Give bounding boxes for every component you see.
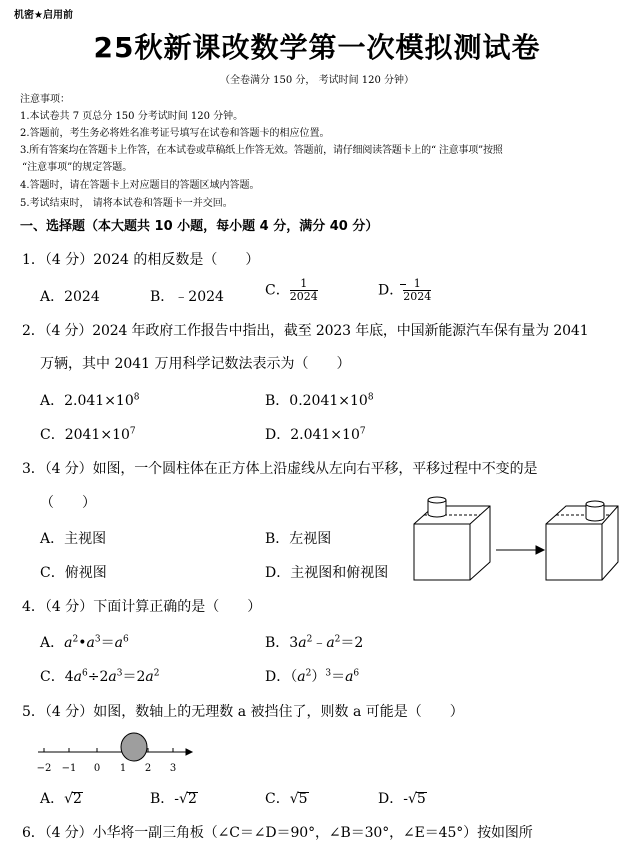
note-item: 4.答题时，请在答题卡上对应题目的答题区域内答题。: [20, 180, 260, 191]
q1-option-c: C． $\frac{1}{2024}$: [265, 277, 318, 303]
secret-label: 机密★启用前: [14, 10, 73, 21]
exam-subtitle: （全卷满分 150 分， 考试时间 120 分钟）: [219, 75, 415, 86]
question-4-stem: 4．（4 分）下面计算正确的是（ ）: [22, 599, 262, 615]
question-5-stem: 5．（4 分）如图，数轴上的无理数 a 被挡住了，则数 a 可能是（ ）: [22, 704, 464, 720]
q3-option-d: D．主视图和俯视图: [265, 565, 389, 581]
question-3-stem: 3．（4 分）如图，一个圆柱体在正方体上沿虚线从左向右平移，平移过程中不变的是: [22, 461, 538, 477]
note-item: 3.所有答案均在答题卡上作答，在本试卷或草稿纸上作答无效。答题前，请仔细阅读答题卡上的“ 注意事项”按照: [20, 145, 503, 156]
q5-option-a: A．√2: [40, 791, 82, 807]
tick-label: 1: [119, 763, 127, 774]
question-6-stem: 6．（4 分）小华将一副三角板（∠C＝∠D＝90°，∠B＝30°，∠E＝45°）按如图所: [22, 825, 533, 841]
q1-option-a: A．2024: [40, 289, 100, 305]
q2-option-c: C．$2041\times 10^7$: [40, 426, 136, 443]
question-2-stem-cont: 万辆，其中 2041 万用科学记数法表示为（ ）: [40, 356, 351, 372]
left-cube-back-edges: [414, 506, 490, 580]
q1-d-minus-sign: [400, 284, 406, 285]
note-item: “注意事项”的规定答题。: [22, 162, 133, 173]
notes-heading: 注意事项：: [20, 94, 70, 105]
number-line-arrow: [186, 749, 192, 755]
question-1-stem: 1．（4 分）2024 的相反数是（ ）: [22, 252, 260, 268]
q3-option-a: A．主视图: [40, 531, 107, 547]
q4-option-c: C．$4a^6\div 2a^3=2a^2$: [40, 668, 160, 685]
q5-option-d: D．-√5: [378, 791, 426, 807]
q4-option-d: D．$(a^2)^3=a^6$: [265, 668, 360, 685]
note-item: 1.本试卷共 7 页总分 150 分考试时间 120 分钟。: [20, 111, 244, 122]
q4-option-a: A．$a^2•a^3=a^6$: [40, 634, 129, 651]
question-2-stem: 2．（4 分）2024 年政府工作报告中指出，截至 2023 年底，中国新能源汽车保有量为 2041: [22, 323, 589, 339]
q5-number-line-figure: [34, 730, 198, 776]
q5-option-b: B．-√2: [150, 791, 197, 807]
q2-option-b: B．$0.2041\times 10^8$: [265, 392, 374, 409]
q3-cube-cylinder-figure: [410, 490, 622, 586]
q2-option-a: A．$2.041\times 10^8$: [40, 392, 140, 409]
note-item: 2.答题前，考生务必将姓名准考证号填写在试卷和答题卡的相应位置。: [20, 128, 330, 139]
q3-option-b: B．左视图: [265, 531, 332, 547]
right-cube-front: [546, 524, 602, 580]
q4-option-b: B．$3a^2﹣a^2=2$: [265, 634, 364, 651]
q5-option-c: C．√5: [265, 791, 308, 807]
note-item: 5.考试结束时， 请将本试卷和答题卡一并交回。: [20, 198, 233, 209]
page-title: 25秋新课改数学第一次模拟测试卷: [93, 31, 541, 64]
tick-label: −1: [61, 763, 77, 774]
covering-blob: [121, 733, 147, 761]
tick-label: 2: [144, 763, 152, 774]
question-3-stem-cont: （ ）: [40, 495, 96, 511]
left-cylinder-top: [428, 497, 446, 503]
q3-option-c: C．俯视图: [40, 565, 107, 581]
q1-option-b: B．﹣2024: [150, 289, 224, 305]
q2-option-d: D．$2.041\times 10^7$: [265, 426, 366, 443]
left-cube-front: [414, 524, 470, 580]
q1-option-d: D． $\frac{1}{2024}$: [378, 277, 432, 303]
tick-label: −2: [36, 763, 52, 774]
tick-label: 3: [169, 763, 177, 774]
section-heading: 一、选择题（本大题共 10 小题，每小题 4 分，满分 40 分）: [20, 219, 379, 234]
tick-label: 0: [93, 763, 101, 774]
right-cylinder-top: [586, 501, 604, 507]
